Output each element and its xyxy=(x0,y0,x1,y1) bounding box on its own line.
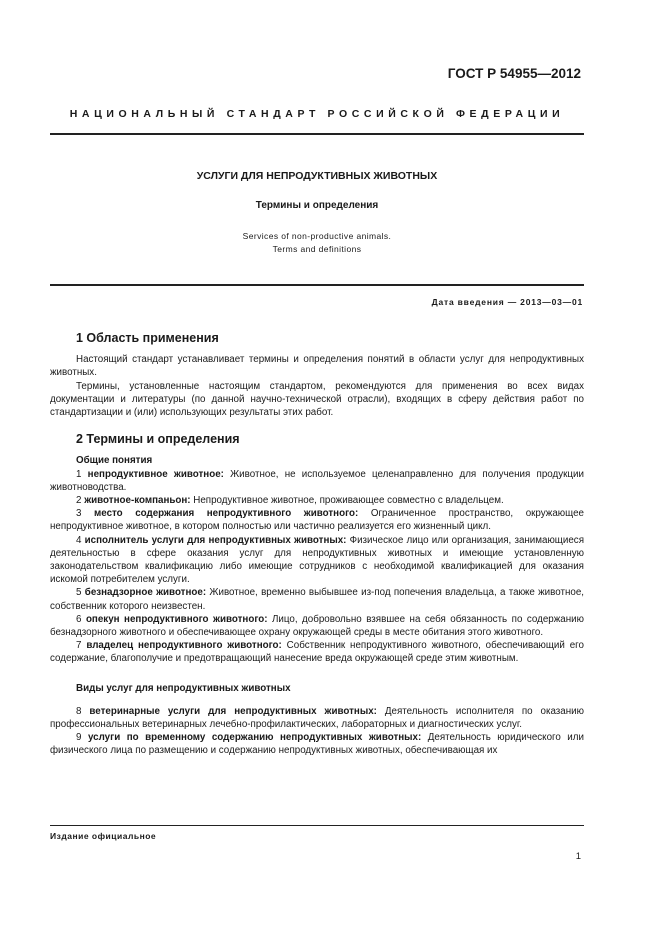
term-definition: Лицо, добровольно взявшее на себя обязанность по содержанию безнадзорного животного и обеспечивающее охрану окружающей среды в месте обитания этого животного. xyxy=(50,613,584,639)
term-entry: 5 безнадзорное животное: Животное, временно выбывшее из-под попечения владельца, а также животное, собственник которого неизвестен. xyxy=(50,587,584,612)
national-standard-banner: НАЦИОНАЛЬНЫЙ СТАНДАРТ РОССИЙСКОЙ ФЕДЕРАЦИИ xyxy=(69,108,565,120)
section1-heading: 1 Область применения xyxy=(76,331,219,345)
introduction-date: Дата введения — 2013—03—01 xyxy=(431,297,583,307)
term-entry: 4 исполнитель услуги для непродуктивных животных: Физическое лицо или организация, занимающиеся деятельностью в сфере оказания услуг для непродуктивных животных и имеющие установленную законодательством квалификацию либо имеющие сотрудников с необходимой квалификацией для оказания искомой потребителем услуги. xyxy=(50,534,584,586)
subsection-general: Общие понятия xyxy=(76,455,153,467)
term-definition: Непродуктивное животное, проживающее совместно с владельцем. xyxy=(193,495,504,507)
term-name: услуги по временному содержанию непродуктивных животных: xyxy=(87,732,422,744)
term-definition: Деятельность юридического или физического лица по размещению и содержанию непродуктивных животных, обеспечивающая их xyxy=(50,732,584,757)
subsection-service-types: Виды услуг для непродуктивных животных xyxy=(76,682,291,694)
term-definition: Животное, не используемое целенаправленно для получения продукции животноводства. xyxy=(50,468,584,493)
term-name: ветеринарные услуги для непродуктивных животных: xyxy=(89,705,377,717)
official-edition-label: Издание официальное xyxy=(50,831,157,841)
term-name: непродуктивное животное: xyxy=(87,468,224,480)
term-name: место содержания непродуктивного животного: xyxy=(94,508,359,520)
term-definition: Деятельность исполнителя по оказанию профессиональных ветеринарных лечебно-профилактических, лабораторных и диагностических услуг. xyxy=(50,705,584,731)
term-name: владелец непродуктивного животного: xyxy=(86,640,282,652)
english-title-line2: Terms and definitions xyxy=(272,244,362,254)
term-name: безнадзорное животное: xyxy=(84,587,207,599)
term-definition: Животное, временно выбывшее из-под попечения владельца, а также животное, собственник которого неизвестен. xyxy=(50,587,584,612)
term-name: опекун непродуктивного животного: xyxy=(85,613,268,625)
document-subtitle: Термины и определения xyxy=(255,200,379,211)
term-definition: Ограниченное пространство, окружающее непродуктивное животное, в котором полностью или частично реализуется его жизненный цикл. xyxy=(50,508,584,533)
term-name: исполнитель услуги для непродуктивных животных: xyxy=(84,534,347,546)
page-number: 1 xyxy=(575,851,581,862)
footer-divider xyxy=(50,825,584,826)
section1-paragraph: Настоящий стандарт устанавливает термины и определения понятий в области услуг для непродуктивных животных. xyxy=(50,354,584,379)
term-entry: 6 опекун непродуктивного животного: Лицо, добровольно взявшее на себя обязанность по содержанию безнадзорного животного и обеспечивающее охрану окружающей среды в месте обитания этого животного. xyxy=(50,613,584,639)
term-definition: Физическое лицо или организация, занимающиеся деятельностью в сфере оказания услуг для непродуктивных животных и имеющие установленную законодательством квалификацию либо имеющие сотрудников с необходимой квалификацией для оказания искомой потребителем услуги. xyxy=(50,534,584,586)
top-divider xyxy=(50,133,584,135)
document-title: УСЛУГИ ДЛЯ НЕПРОДУКТИВНЫХ ЖИВОТНЫХ xyxy=(196,170,438,182)
term-entry: 3 место содержания непродуктивного животного: Ограниченное пространство, окружающее непродуктивное животное, в котором полностью или частично реализуется его жизненный цикл. xyxy=(50,508,584,533)
term-entry: 7 владелец непродуктивного животного: Собственник непродуктивного животного, обеспечивающий его содержание, благополучие и предотвращающий нанесение вреда окружающей среде этим животным. xyxy=(50,640,584,665)
term-entry: 2 животное-компаньон: Непродуктивное животное, проживающее совместно с владельцем. xyxy=(76,495,504,507)
standard-code: ГОСТ Р 54955—2012 xyxy=(447,66,581,81)
english-title xyxy=(50,230,584,256)
term-definition: Собственник непродуктивного животного, обеспечивающий его содержание, благополучие и предотвращающий нанесение вреда окружающей среде этим животным. xyxy=(50,640,584,665)
term-entry: 8 ветеринарные услуги для непродуктивных животных: Деятельность исполнителя по оказанию профессиональных ветеринарных лечебно-профилактических, лабораторных и диагностических услуг. xyxy=(50,705,584,731)
english-title-line1: Services of non-productive animals. xyxy=(242,231,392,241)
section2-heading: 2 Термины и определения xyxy=(76,432,240,447)
document-body xyxy=(50,332,584,758)
term-entry: 9 услуги по временному содержанию непродуктивных животных: Деятельность юридического или физического лица по размещению и содержанию непродуктивных животных, обеспечивающая их xyxy=(50,732,584,757)
term-entry: 1 непродуктивное животное: Животное, не используемое целенаправленно для получения продукции животноводства. xyxy=(50,468,584,493)
section1-paragraph: Термины, установленные настоящим стандартом, рекомендуются для применения во всех видах документации и литературы (по данной научно-технической отрасли), входящих в сферу действия работ по стандартизации и (или) использующих результаты этих работ. xyxy=(50,380,584,419)
middle-divider xyxy=(50,284,584,286)
term-name: животное-компаньон: xyxy=(84,495,191,507)
